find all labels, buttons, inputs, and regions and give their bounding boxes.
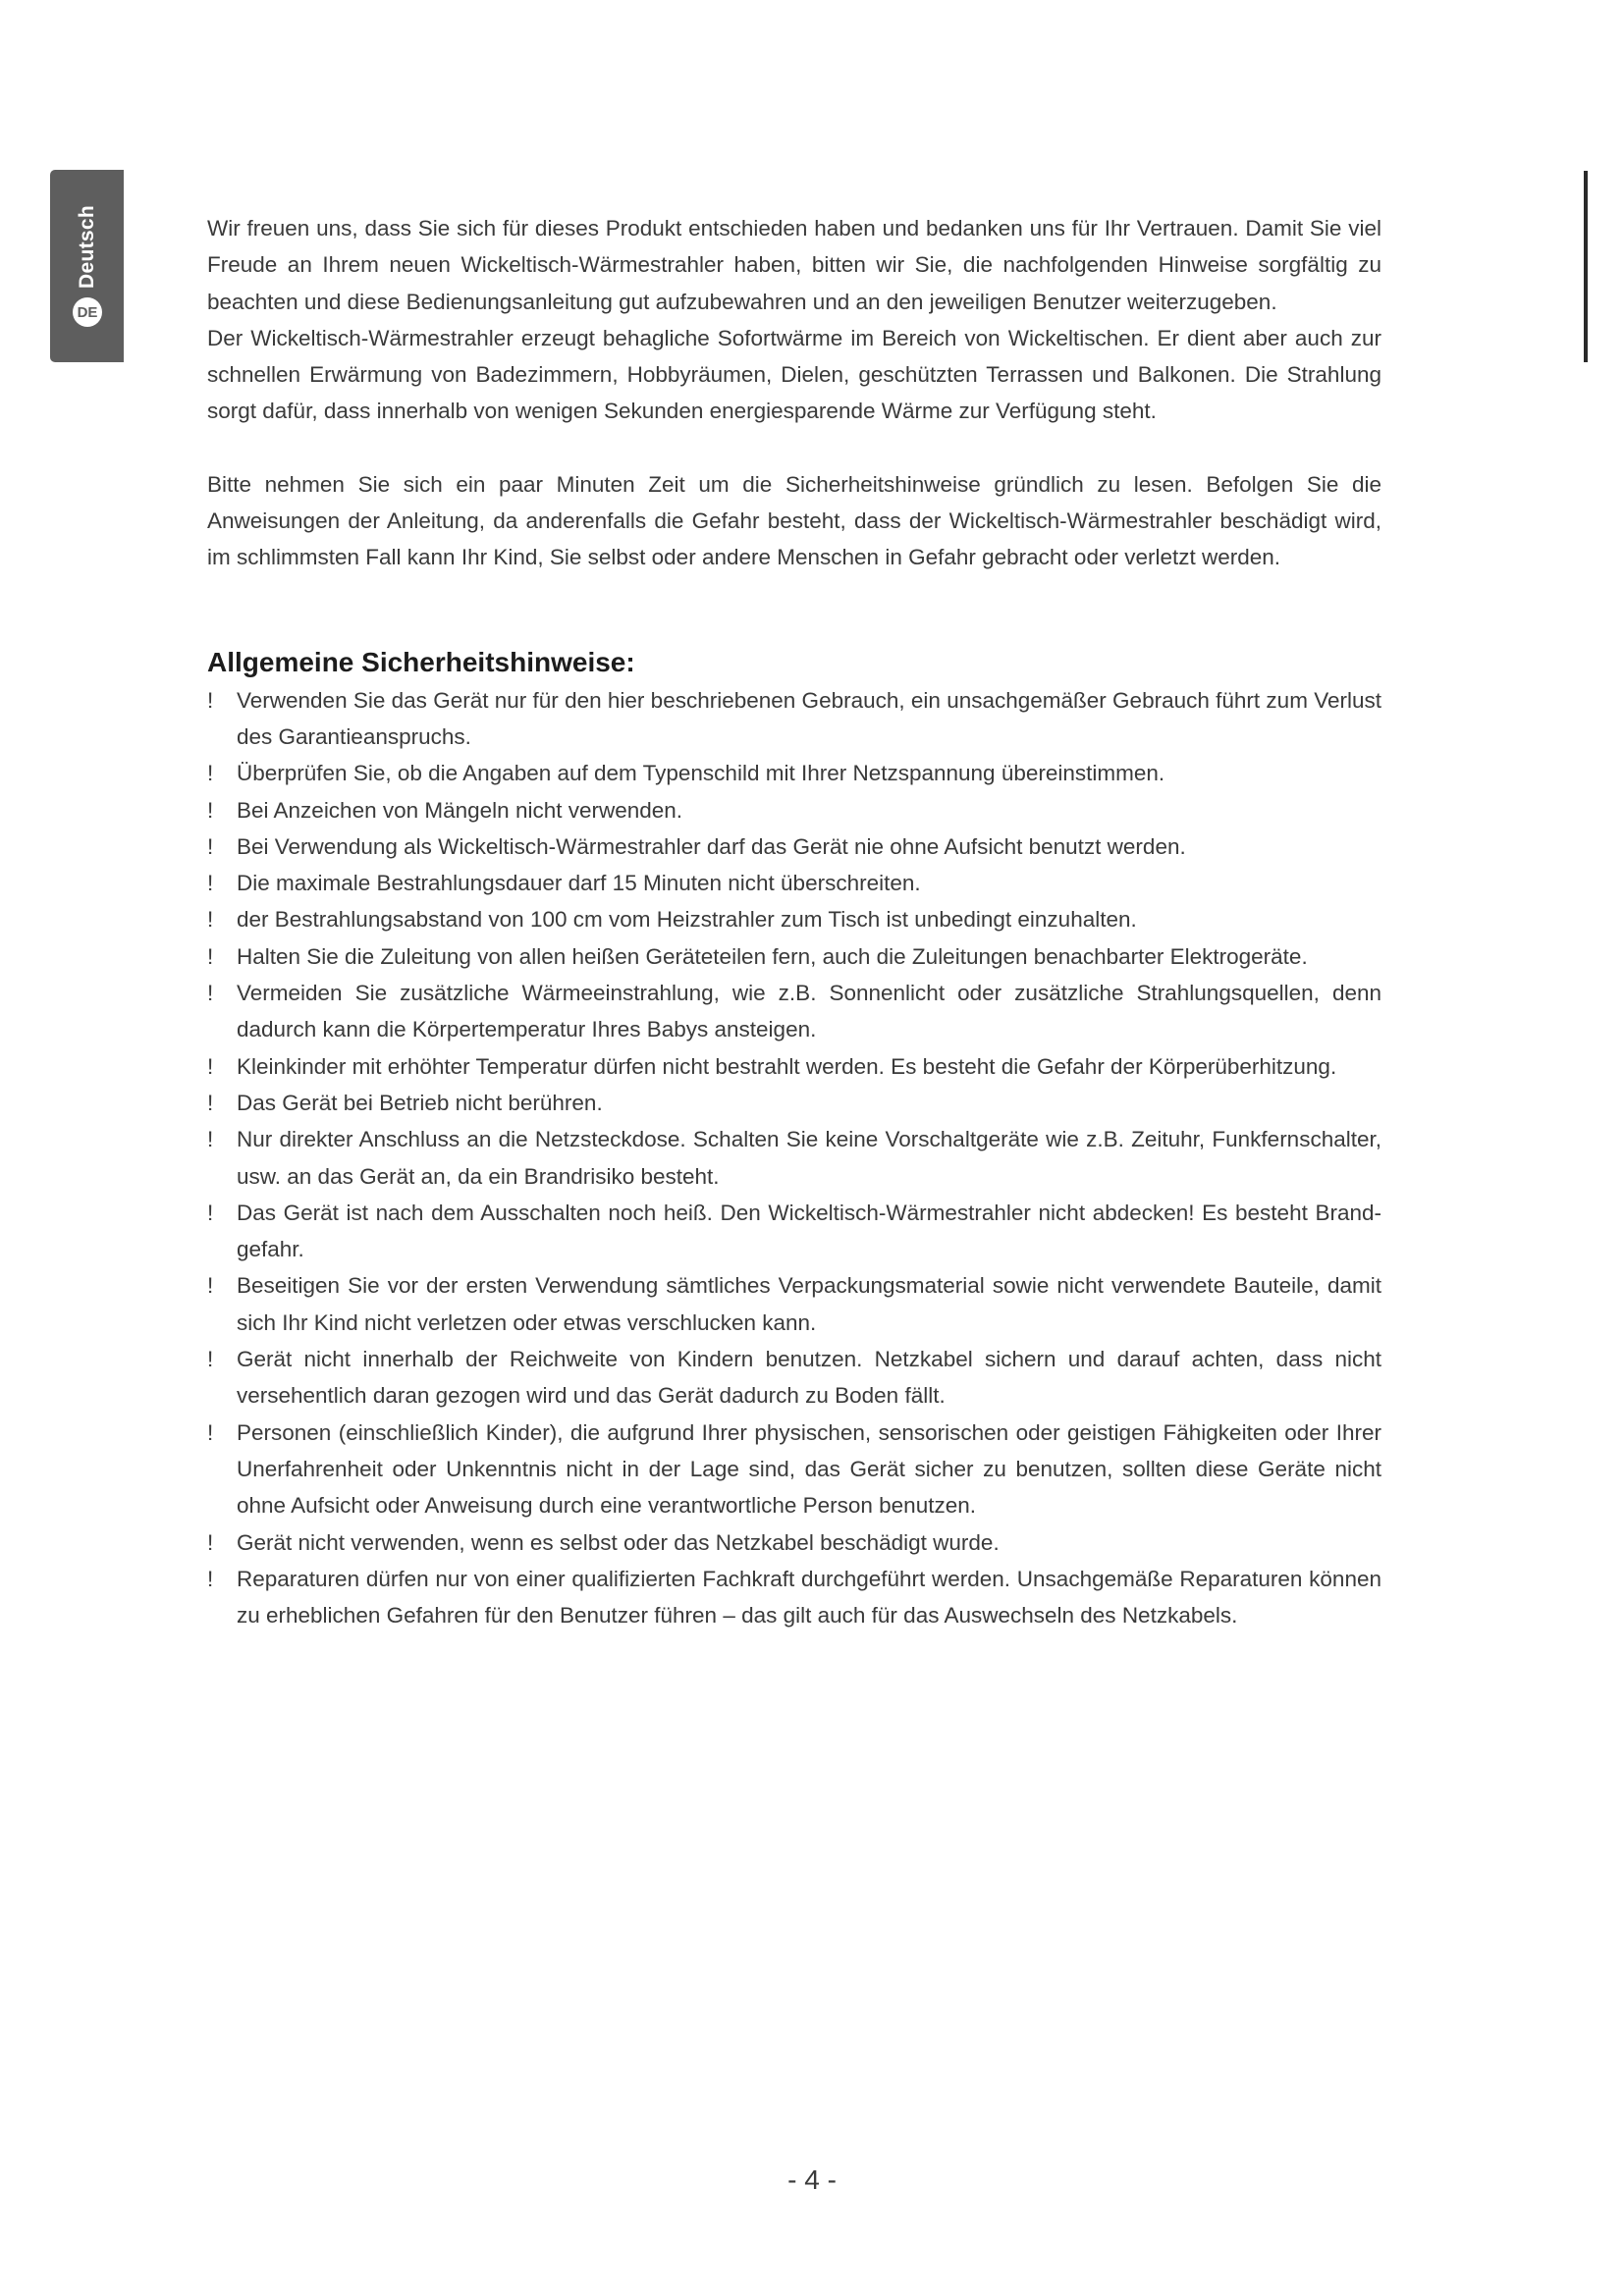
safety-item-text: Vermeiden Sie zusätzliche Wärmeeinstrahlung, wie z.B. Sonnenlicht oder zusätzliche Strahlungsquellen, denn dadurch kann die Körpertemperatur Ihres Babys ansteigen. — [237, 981, 1381, 1042]
safety-heading: Allgemeine Sicherheitshinweise: — [207, 646, 635, 677]
safety-item — [207, 1121, 1381, 1195]
safety-item — [207, 755, 1381, 791]
safety-item — [207, 865, 1381, 901]
safety-item — [207, 1195, 1381, 1268]
safety-item-text: Das Gerät bei Betrieb nicht berühren. — [237, 1090, 603, 1115]
page-number: - 4 - — [787, 2164, 837, 2195]
warning-mark: ! — [207, 871, 214, 896]
language-tab-content — [73, 205, 102, 327]
safety-item-text: Gerät nicht innerhalb der Reichweite von Kindern benutzen. Netzkabel sichern und darauf achten, dass nicht versehentlich daran gezogen wird und das Gerät dadurch zu Boden fällt. — [237, 1347, 1381, 1409]
safety-item — [207, 1561, 1381, 1634]
safety-item-text: Verwenden Sie das Gerät nur für den hier beschriebenen Gebrauch, ein unsachgemäßer Gebrauch führt zum Verlust des Garantieanspruchs. — [237, 687, 1381, 749]
safety-item — [207, 1415, 1381, 1524]
safety-item — [207, 682, 1381, 756]
intro-paragraph-1: Wir freuen uns, dass Sie sich für dieses Produkt entschieden haben und bedanken uns für Ihr Vertrauen. Damit Sie viel Freude an Ihrem neuen Wickeltisch-Wärmestrahler haben, bitten wir Sie, die nachfolgenden Hinweise sorgfältig zu beachten und diese Bedienungsanleitung gut aufzubewahren und an den jeweiligen Benutzer weiterzugeben. — [207, 216, 1381, 314]
safety-item-text: Halten Sie die Zuleitung von allen heißen Geräteteilen fern, auch die Zuleitungen benachbarter Elektrogeräte. — [237, 943, 1308, 969]
safety-item-text: Reparaturen dürfen nur von einer qualifizierten Fachkraft durchgeführt werden. Unsachgemäße Reparaturen können zu erheblichen Gefahren für den Benutzer führen – das gilt auch für das Auswechseln des Netzkabels. — [237, 1566, 1381, 1629]
warning-mark: ! — [207, 797, 214, 823]
warning-mark: ! — [207, 1529, 214, 1555]
language-code-badge: DE — [73, 297, 102, 327]
safety-list — [207, 682, 1381, 1634]
safety-item-text: Nur direkter Anschluss an die Netzsteckdose. Schalten Sie keine Vorschaltgeräte wie z.B. Zeituhr, Funkfernschalter, usw. an das Gerät an, da ein Brandrisiko besteht. — [237, 1127, 1381, 1189]
safety-item-text: Personen (einschließlich Kinder), die aufgrund Ihrer physischen, sensorischen oder geistigen Fähigkeiten oder Ihrer Unerfahrenheit oder Unkenntnis nicht in der Lage sind, das Gerät sicher zu benutzen, sollten diese Geräte nicht ohne Aufsicht oder Anweisung durch eine verantwortliche Person benutzen. — [237, 1419, 1381, 1519]
safety-item — [207, 1267, 1381, 1341]
warning-mark: ! — [207, 907, 214, 933]
safety-item-text: Kleinkinder mit erhöhter Temperatur dürfen nicht bestrahlt werden. Es besteht die Gefahr der Körperüberhitzung. — [237, 1053, 1337, 1079]
safety-item — [207, 901, 1381, 937]
safety-item — [207, 975, 1381, 1048]
safety-item — [207, 938, 1381, 975]
safety-item — [207, 1524, 1381, 1561]
warning-mark: ! — [207, 1053, 214, 1079]
safety-item-text: Das Gerät ist nach dem Ausschalten noch heiß. Den Wickeltisch-Wärmestrahler nicht abdecken! Es besteht Brand-gefahr. — [237, 1200, 1381, 1262]
safety-item-text: Überprüfen Sie, ob die Angaben auf dem Typenschild mit Ihrer Netzspannung übereinstimmen. — [237, 761, 1165, 786]
warning-mark: ! — [207, 1090, 214, 1115]
safety-item-text: Bei Verwendung als Wickeltisch-Wärmestrahler darf das Gerät nie ohne Aufsicht benutzt werden. — [237, 833, 1186, 859]
warning-mark: ! — [207, 1347, 214, 1372]
safety-item — [207, 792, 1381, 828]
language-label: Deutsch — [75, 205, 98, 289]
safety-item — [207, 828, 1381, 865]
safety-item-text: Die maximale Bestrahlungsdauer darf 15 Minuten nicht überschreiten. — [237, 871, 921, 896]
margin-rule — [1584, 171, 1588, 362]
safety-item-text: Gerät nicht verwenden, wenn es selbst oder das Netzkabel beschädigt wurde. — [237, 1529, 1000, 1555]
warning-mark: ! — [207, 1127, 214, 1152]
warning-mark: ! — [207, 981, 214, 1006]
safety-item-text: Beseitigen Sie vor der ersten Verwendung sämtliches Verpackungsmaterial sowie nicht verwendete Bauteile, damit sich Ihr Kind nicht verletzen oder etwas verschlucken kann. — [237, 1273, 1381, 1335]
warning-mark: ! — [207, 1566, 214, 1591]
warning-mark: ! — [207, 1200, 214, 1225]
warning-mark: ! — [207, 943, 214, 969]
warning-mark: ! — [207, 1273, 214, 1299]
warning-mark: ! — [207, 833, 214, 859]
safety-item — [207, 1085, 1381, 1121]
intro-paragraph-2: Der Wickeltisch-Wärmestrahler erzeugt behagliche Sofortwärme im Bereich von Wickeltischen. Er dient aber auch zur schnellen Erwärmung von Badezimmern, Hobbyräumen, Dielen, geschützten Terrassen und Balkonen. Die Strahlung sorgt dafür, dass innerhalb von wenigen Sekunden energiesparende Wärme zur Verfügung steht. — [207, 325, 1381, 424]
warning-mark: ! — [207, 761, 214, 786]
warning-mark: ! — [207, 687, 214, 713]
intro-paragraph-3: Bitte nehmen Sie sich ein paar Minuten Zeit um die Sicherheitshinweise gründlich zu lesen. Befolgen Sie die Anweisungen der Anleitung, da anderenfalls die Gefahr besteht, dass der Wickeltisch-Wärmestrahler beschädigt wird, im schlimmsten Fall kann Ihr Kind, Sie selbst oder andere Menschen in Gefahr gebracht oder verletzt werden. — [207, 471, 1381, 570]
page-content — [207, 210, 1381, 1633]
warning-mark: ! — [207, 1419, 214, 1445]
language-tab — [50, 170, 124, 362]
safety-item — [207, 1048, 1381, 1085]
safety-item-text: der Bestrahlungsabstand von 100 cm vom Heizstrahler zum Tisch ist unbedingt einzuhalten. — [237, 907, 1137, 933]
safety-item — [207, 1341, 1381, 1415]
safety-item-text: Bei Anzeichen von Mängeln nicht verwenden. — [237, 797, 683, 823]
